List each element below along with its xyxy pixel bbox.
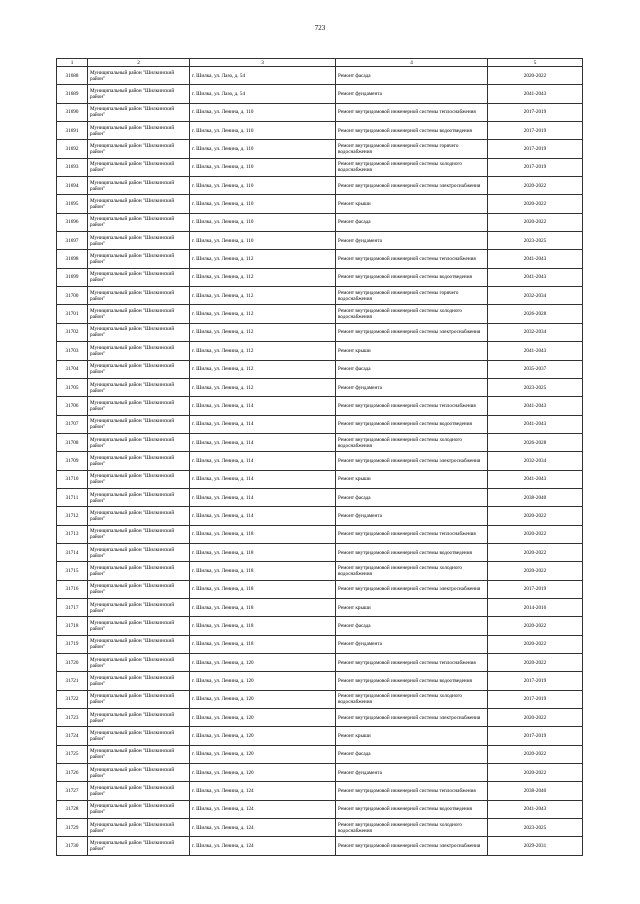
work-type-cell: Ремонт внутридомовой инженерной системы холодного водоснабжения — [336, 819, 488, 837]
row-number-cell: 31722 — [57, 690, 88, 708]
municipality-cell: Муниципальный район "Шилкинский район" — [88, 562, 190, 580]
row-number-cell: 31692 — [57, 140, 88, 158]
period-cell: 2020-2022 — [488, 709, 583, 727]
row-number-cell: 31724 — [57, 727, 88, 745]
work-type-cell: Ремонт фундамента — [336, 764, 488, 782]
municipality-cell: Муниципальный район "Шилкинский район" — [88, 378, 190, 396]
municipality-cell: Муниципальный район "Шилкинский район" — [88, 67, 190, 85]
table-row — [57, 507, 583, 525]
table-row — [57, 543, 583, 561]
header-cell: 2 — [88, 59, 190, 67]
period-cell: 2020-2022 — [488, 745, 583, 763]
municipality-cell: Муниципальный район "Шилкинский район" — [88, 122, 190, 140]
municipality-cell: Муниципальный район "Шилкинский район" — [88, 782, 190, 800]
period-cell: 2026-2028 — [488, 305, 583, 323]
table-row — [57, 635, 583, 653]
municipality-cell: Муниципальный район "Шилкинский район" — [88, 764, 190, 782]
work-type-cell: Ремонт внутридомовой инженерной системы электроснабжения — [336, 580, 488, 598]
period-cell: 2041-2043 — [488, 250, 583, 268]
address-cell: г. Шилка, ул. Ленина, д. 112 — [190, 323, 336, 341]
period-cell: 2041-2043 — [488, 342, 583, 360]
municipality-cell: Муниципальный район "Шилкинский район" — [88, 819, 190, 837]
work-type-cell: Ремонт крыши — [336, 470, 488, 488]
address-cell: г. Шилка, ул. Ленина, д. 112 — [190, 305, 336, 323]
work-type-cell: Ремонт внутридомовой инженерной системы горячего водоснабжения — [336, 140, 488, 158]
row-number-cell: 31699 — [57, 268, 88, 286]
table-row — [57, 598, 583, 616]
address-cell: г. Шилка, ул. Ленина, д. 112 — [190, 268, 336, 286]
municipality-cell: Муниципальный район "Шилкинский район" — [88, 617, 190, 635]
table-body — [57, 59, 583, 856]
address-cell: г. Шилка, ул. Ленина, д. 110 — [190, 177, 336, 195]
address-cell: г. Шилка, ул. Ленина, д. 114 — [190, 488, 336, 506]
period-cell: 2017-2019 — [488, 122, 583, 140]
table-row — [57, 158, 583, 176]
municipality-cell: Муниципальный район "Шилкинский район" — [88, 415, 190, 433]
work-type-cell: Ремонт внутридомовой инженерной системы холодного водоснабжения — [336, 562, 488, 580]
table-row — [57, 342, 583, 360]
address-cell: г. Шилка, ул. Ленина, д. 110 — [190, 158, 336, 176]
period-cell: 2041-2043 — [488, 397, 583, 415]
period-cell: 2020-2022 — [488, 617, 583, 635]
municipality-cell: Муниципальный район "Шилкинский район" — [88, 158, 190, 176]
period-cell: 2032-2034 — [488, 287, 583, 305]
municipality-cell: Муниципальный район "Шилкинский район" — [88, 177, 190, 195]
address-cell: г. Шилка, ул. Ленина, д. 112 — [190, 287, 336, 305]
period-cell: 2017-2019 — [488, 727, 583, 745]
municipality-cell: Муниципальный район "Шилкинский район" — [88, 837, 190, 855]
work-type-cell: Ремонт фундамента — [336, 378, 488, 396]
table-row — [57, 764, 583, 782]
period-cell: 2020-2022 — [488, 562, 583, 580]
municipality-cell: Муниципальный район "Шилкинский район" — [88, 800, 190, 818]
table-row — [57, 415, 583, 433]
period-cell: 2020-2022 — [488, 213, 583, 231]
address-cell: г. Шилка, ул. Ленина, д. 112 — [190, 378, 336, 396]
address-cell: г. Шилка, ул. Ленина, д. 110 — [190, 213, 336, 231]
table-row — [57, 580, 583, 598]
work-type-cell: Ремонт внутридомовой инженерной системы электроснабжения — [336, 452, 488, 470]
header-cell: 1 — [57, 59, 88, 67]
work-type-cell: Ремонт внутридомовой инженерной системы горячего водоснабжения — [336, 287, 488, 305]
row-number-cell: 31716 — [57, 580, 88, 598]
table-row — [57, 103, 583, 121]
row-number-cell: 31725 — [57, 745, 88, 763]
table-row — [57, 727, 583, 745]
address-cell: г. Шилка, ул. Ленина, д. 110 — [190, 140, 336, 158]
address-cell: г. Шилка, ул. Ленина, д. 120 — [190, 654, 336, 672]
address-cell: г. Шилка, ул. Лазо, д. 54 — [190, 67, 336, 85]
work-type-cell: Ремонт крыши — [336, 195, 488, 213]
work-type-cell: Ремонт фундамента — [336, 85, 488, 103]
municipality-cell: Муниципальный район "Шилкинский район" — [88, 433, 190, 451]
period-cell: 2020-2022 — [488, 525, 583, 543]
header-cell: 3 — [190, 59, 336, 67]
row-number-cell: 31700 — [57, 287, 88, 305]
row-number-cell: 31726 — [57, 764, 88, 782]
period-cell: 2038-2040 — [488, 782, 583, 800]
address-cell: г. Шилка, ул. Ленина, д. 114 — [190, 470, 336, 488]
period-cell: 2017-2019 — [488, 672, 583, 690]
row-number-cell: 31729 — [57, 819, 88, 837]
row-number-cell: 31727 — [57, 782, 88, 800]
row-number-cell: 31695 — [57, 195, 88, 213]
work-type-cell: Ремонт фасада — [336, 488, 488, 506]
row-number-cell: 31698 — [57, 250, 88, 268]
municipality-cell: Муниципальный район "Шилкинский район" — [88, 580, 190, 598]
work-type-cell: Ремонт фасада — [336, 67, 488, 85]
row-number-cell: 31705 — [57, 378, 88, 396]
period-cell: 2041-2043 — [488, 268, 583, 286]
work-type-cell: Ремонт крыши — [336, 342, 488, 360]
period-cell: 2023-2025 — [488, 819, 583, 837]
table-row — [57, 800, 583, 818]
table-row — [57, 562, 583, 580]
address-cell: г. Шилка, ул. Ленина, д. 118 — [190, 525, 336, 543]
table-row — [57, 177, 583, 195]
row-number-cell: 31720 — [57, 654, 88, 672]
work-type-cell: Ремонт внутридомовой инженерной системы холодного водоснабжения — [336, 158, 488, 176]
municipality-cell: Муниципальный район "Шилкинский район" — [88, 342, 190, 360]
row-number-cell: 31709 — [57, 452, 88, 470]
table-row — [57, 672, 583, 690]
address-cell: г. Шилка, ул. Ленина, д. 118 — [190, 543, 336, 561]
work-type-cell: Ремонт внутридомовой инженерной системы водоотведения — [336, 268, 488, 286]
municipality-cell: Муниципальный район "Шилкинский район" — [88, 635, 190, 653]
row-number-cell: 31714 — [57, 543, 88, 561]
municipality-cell: Муниципальный район "Шилкинский район" — [88, 250, 190, 268]
table-row — [57, 837, 583, 855]
period-cell: 2041-2043 — [488, 85, 583, 103]
table-row — [57, 690, 583, 708]
row-number-cell: 31691 — [57, 122, 88, 140]
work-type-cell: Ремонт фасада — [336, 617, 488, 635]
period-cell: 2041-2043 — [488, 470, 583, 488]
table-row — [57, 452, 583, 470]
municipality-cell: Муниципальный район "Шилкинский район" — [88, 745, 190, 763]
row-number-cell: 31717 — [57, 598, 88, 616]
table-row — [57, 195, 583, 213]
municipality-cell: Муниципальный район "Шилкинский район" — [88, 598, 190, 616]
work-type-cell: Ремонт внутридомовой инженерной системы водоотведения — [336, 122, 488, 140]
period-cell: 2041-2043 — [488, 415, 583, 433]
row-number-cell: 31711 — [57, 488, 88, 506]
municipality-cell: Муниципальный район "Шилкинский район" — [88, 709, 190, 727]
row-number-cell: 31728 — [57, 800, 88, 818]
table-row — [57, 232, 583, 250]
work-type-cell: Ремонт внутридомовой инженерной системы электроснабжения — [336, 177, 488, 195]
address-cell: г. Шилка, ул. Ленина, д. 112 — [190, 360, 336, 378]
row-number-cell: 31706 — [57, 397, 88, 415]
period-cell: 2026-2028 — [488, 433, 583, 451]
work-type-cell: Ремонт внутридомовой инженерной системы теплоснабжения — [336, 525, 488, 543]
table-row — [57, 250, 583, 268]
row-number-cell: 31697 — [57, 232, 88, 250]
address-cell: г. Шилка, ул. Ленина, д. 110 — [190, 232, 336, 250]
municipality-cell: Муниципальный район "Шилкинский район" — [88, 690, 190, 708]
municipality-cell: Муниципальный район "Шилкинский район" — [88, 305, 190, 323]
period-cell: 2020-2022 — [488, 654, 583, 672]
row-number-cell: 31704 — [57, 360, 88, 378]
work-type-cell: Ремонт фундамента — [336, 232, 488, 250]
period-cell: 2020-2022 — [488, 764, 583, 782]
municipality-cell: Муниципальный район "Шилкинский район" — [88, 507, 190, 525]
table-row — [57, 378, 583, 396]
row-number-cell: 31708 — [57, 433, 88, 451]
work-type-cell: Ремонт внутридомовой инженерной системы теплоснабжения — [336, 782, 488, 800]
table-row — [57, 433, 583, 451]
row-number-cell: 31696 — [57, 213, 88, 231]
table-row — [57, 287, 583, 305]
period-cell: 2017-2019 — [488, 580, 583, 598]
work-type-cell: Ремонт внутридомовой инженерной системы холодного водоснабжения — [336, 690, 488, 708]
work-type-cell: Ремонт внутридомовой инженерной системы электроснабжения — [336, 323, 488, 341]
work-type-cell: Ремонт фасада — [336, 360, 488, 378]
work-type-cell: Ремонт внутридомовой инженерной системы электроснабжения — [336, 837, 488, 855]
table-row — [57, 67, 583, 85]
work-type-cell: Ремонт внутридомовой инженерной системы теплоснабжения — [336, 103, 488, 121]
table-row — [57, 323, 583, 341]
address-cell: г. Шилка, ул. Ленина, д. 110 — [190, 195, 336, 213]
work-type-cell: Ремонт внутридомовой инженерной системы водоотведения — [336, 415, 488, 433]
row-number-cell: 31710 — [57, 470, 88, 488]
table-row — [57, 470, 583, 488]
work-type-cell: Ремонт внутридомовой инженерной системы водоотведения — [336, 800, 488, 818]
row-number-cell: 31723 — [57, 709, 88, 727]
table-row — [57, 305, 583, 323]
work-type-cell: Ремонт внутридомовой инженерной системы холодного водоснабжения — [336, 305, 488, 323]
table-header-row — [57, 59, 583, 67]
header-cell: 4 — [336, 59, 488, 67]
header-cell: 5 — [488, 59, 583, 67]
period-cell: 2020-2022 — [488, 543, 583, 561]
address-cell: г. Шилка, ул. Ленина, д. 112 — [190, 250, 336, 268]
row-number-cell: 31721 — [57, 672, 88, 690]
row-number-cell: 31712 — [57, 507, 88, 525]
municipality-cell: Муниципальный район "Шилкинский район" — [88, 195, 190, 213]
period-cell: 2032-2034 — [488, 452, 583, 470]
municipality-cell: Муниципальный район "Шилкинский район" — [88, 452, 190, 470]
work-type-cell: Ремонт внутридомовой инженерной системы теплоснабжения — [336, 397, 488, 415]
address-cell: г. Шилка, ул. Ленина, д. 114 — [190, 433, 336, 451]
row-number-cell: 31690 — [57, 103, 88, 121]
work-type-cell: Ремонт внутридомовой инженерной системы теплоснабжения — [336, 654, 488, 672]
row-number-cell: 31713 — [57, 525, 88, 543]
address-cell: г. Шилка, ул. Ленина, д. 118 — [190, 562, 336, 580]
table-row — [57, 782, 583, 800]
address-cell: г. Шилка, ул. Ленина, д. 118 — [190, 635, 336, 653]
row-number-cell: 31701 — [57, 305, 88, 323]
municipality-cell: Муниципальный район "Шилкинский район" — [88, 213, 190, 231]
row-number-cell: 31715 — [57, 562, 88, 580]
period-cell: 2035-2037 — [488, 360, 583, 378]
address-cell: г. Шилка, ул. Ленина, д. 114 — [190, 452, 336, 470]
address-cell: г. Шилка, ул. Ленина, д. 120 — [190, 764, 336, 782]
address-cell: г. Шилка, ул. Ленина, д. 114 — [190, 415, 336, 433]
address-cell: г. Шилка, ул. Ленина, д. 114 — [190, 507, 336, 525]
page-number: 723 — [314, 24, 326, 32]
work-type-cell: Ремонт фасада — [336, 213, 488, 231]
table-row — [57, 213, 583, 231]
municipality-cell: Муниципальный район "Шилкинский район" — [88, 103, 190, 121]
address-cell: г. Шилка, ул. Ленина, д. 120 — [190, 690, 336, 708]
work-type-cell: Ремонт крыши — [336, 727, 488, 745]
table-row — [57, 122, 583, 140]
table-row — [57, 709, 583, 727]
address-cell: г. Шилка, ул. Ленина, д. 124 — [190, 782, 336, 800]
table-row — [57, 488, 583, 506]
municipality-cell: Муниципальный район "Шилкинский район" — [88, 672, 190, 690]
work-type-cell: Ремонт внутридомовой инженерной системы водоотведения — [336, 672, 488, 690]
period-cell: 2038-2040 — [488, 488, 583, 506]
address-cell: г. Шилка, ул. Ленина, д. 124 — [190, 800, 336, 818]
period-cell: 2017-2019 — [488, 158, 583, 176]
period-cell: 2020-2022 — [488, 507, 583, 525]
table-row — [57, 617, 583, 635]
table-row — [57, 268, 583, 286]
row-number-cell: 31688 — [57, 67, 88, 85]
row-number-cell: 31694 — [57, 177, 88, 195]
municipality-cell: Муниципальный район "Шилкинский район" — [88, 470, 190, 488]
table-row — [57, 140, 583, 158]
address-cell: г. Шилка, ул. Ленина, д. 110 — [190, 122, 336, 140]
period-cell: 2023-2025 — [488, 378, 583, 396]
address-cell: г. Шилка, ул. Ленина, д. 120 — [190, 745, 336, 763]
municipality-cell: Муниципальный район "Шилкинский район" — [88, 85, 190, 103]
table-row — [57, 525, 583, 543]
period-cell: 2029-2031 — [488, 837, 583, 855]
row-number-cell: 31703 — [57, 342, 88, 360]
period-cell: 2023-2025 — [488, 232, 583, 250]
period-cell: 2020-2022 — [488, 177, 583, 195]
work-type-cell: Ремонт крыши — [336, 598, 488, 616]
period-cell: 2020-2022 — [488, 635, 583, 653]
municipality-cell: Муниципальный район "Шилкинский район" — [88, 287, 190, 305]
row-number-cell: 31719 — [57, 635, 88, 653]
work-type-cell: Ремонт внутридомовой инженерной системы холодного водоснабжения — [336, 433, 488, 451]
address-cell: г. Шилка, ул. Ленина, д. 120 — [190, 709, 336, 727]
municipality-cell: Муниципальный район "Шилкинский район" — [88, 525, 190, 543]
table-row — [57, 85, 583, 103]
table-row — [57, 360, 583, 378]
work-type-cell: Ремонт внутридомовой инженерной системы электроснабжения — [336, 709, 488, 727]
table-row — [57, 819, 583, 837]
address-cell: г. Шилка, ул. Ленина, д. 110 — [190, 103, 336, 121]
municipality-cell: Муниципальный район "Шилкинский район" — [88, 140, 190, 158]
address-cell: г. Шилка, ул. Ленина, д. 112 — [190, 342, 336, 360]
municipality-cell: Муниципальный район "Шилкинский район" — [88, 727, 190, 745]
work-type-cell: Ремонт фундамента — [336, 507, 488, 525]
municipality-cell: Муниципальный район "Шилкинский район" — [88, 543, 190, 561]
row-number-cell: 31730 — [57, 837, 88, 855]
municipality-cell: Муниципальный район "Шилкинский район" — [88, 397, 190, 415]
row-number-cell: 31689 — [57, 85, 88, 103]
municipality-cell: Муниципальный район "Шилкинский район" — [88, 360, 190, 378]
address-cell: г. Шилка, ул. Ленина, д. 120 — [190, 672, 336, 690]
row-number-cell: 31693 — [57, 158, 88, 176]
municipality-cell: Муниципальный район "Шилкинский район" — [88, 488, 190, 506]
period-cell: 2041-2043 — [488, 800, 583, 818]
address-cell: г. Шилка, ул. Ленина, д. 120 — [190, 727, 336, 745]
work-type-cell: Ремонт внутридомовой инженерной системы теплоснабжения — [336, 250, 488, 268]
table-row — [57, 654, 583, 672]
municipality-cell: Муниципальный район "Шилкинский район" — [88, 654, 190, 672]
period-cell: 2017-2019 — [488, 140, 583, 158]
work-type-cell: Ремонт фундамента — [336, 635, 488, 653]
address-cell: г. Шилка, ул. Ленина, д. 118 — [190, 598, 336, 616]
period-cell: 2017-2019 — [488, 690, 583, 708]
period-cell: 2014-2016 — [488, 598, 583, 616]
address-cell: г. Шилка, ул. Ленина, д. 118 — [190, 580, 336, 598]
address-cell: г. Шилка, ул. Ленина, д. 114 — [190, 397, 336, 415]
row-number-cell: 31718 — [57, 617, 88, 635]
table-row — [57, 745, 583, 763]
row-number-cell: 31702 — [57, 323, 88, 341]
period-cell: 2020-2022 — [488, 195, 583, 213]
address-cell: г. Шилка, ул. Ленина, д. 124 — [190, 819, 336, 837]
address-cell: г. Шилка, ул. Лазо, д. 54 — [190, 85, 336, 103]
period-cell: 2032-2034 — [488, 323, 583, 341]
work-type-cell: Ремонт фасада — [336, 745, 488, 763]
municipality-cell: Муниципальный район "Шилкинский район" — [88, 232, 190, 250]
row-number-cell: 31707 — [57, 415, 88, 433]
address-cell: г. Шилка, ул. Ленина, д. 124 — [190, 837, 336, 855]
address-cell: г. Шилка, ул. Ленина, д. 118 — [190, 617, 336, 635]
repair-schedule-table — [56, 58, 583, 856]
municipality-cell: Муниципальный район "Шилкинский район" — [88, 268, 190, 286]
work-type-cell: Ремонт внутридомовой инженерной системы водоотведения — [336, 543, 488, 561]
period-cell: 2017-2019 — [488, 103, 583, 121]
period-cell: 2020-2022 — [488, 67, 583, 85]
municipality-cell: Муниципальный район "Шилкинский район" — [88, 323, 190, 341]
table-row — [57, 397, 583, 415]
